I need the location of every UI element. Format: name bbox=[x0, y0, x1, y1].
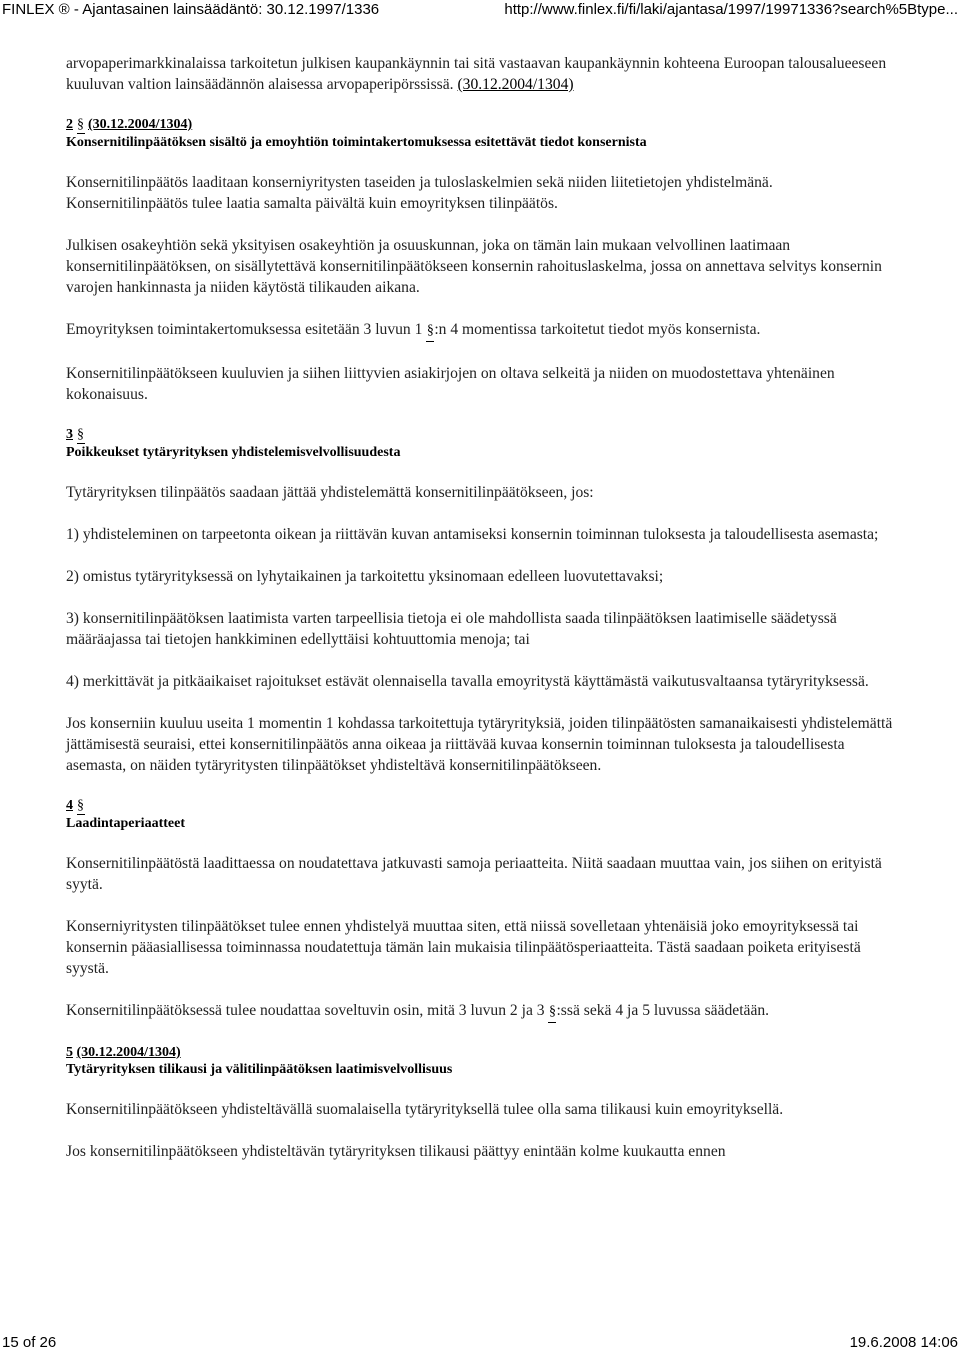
section-2-paragraph-4: Konsernitilinpäätökseen kuuluvien ja siihen liittyvien asiakirjojen on oltava selkeitä ja niiden on muodostettava yhtenäinen kokonaisuus. bbox=[66, 365, 835, 403]
section-4-title: Laadintaperiaatteet bbox=[66, 816, 185, 831]
section-2-heading bbox=[66, 116, 896, 151]
section-5-paragraph-1: Konsernitilinpäätökseen yhdisteltävällä suomalaisella tytäryrityksellä tulee olla sama tilikausi kuin emoyrityksellä. bbox=[66, 1101, 784, 1118]
section-sign-icon bbox=[77, 797, 85, 815]
section-2-paragraph-3-a: Emoyrityksen toimintakertomuksessa esitetään 3 luvun 1 bbox=[66, 321, 427, 338]
section-3-title: Poikkeukset tytäryrityksen yhdistelemisvelvollisuudesta bbox=[66, 445, 401, 460]
section-4-paragraph-2: Konserniyritysten tilinpäätökset tulee ennen yhdistelyä muuttaa siten, että niissä sovelletaan yhtenäisiä joko emoyrityksessä tai konsernin pääasiallisessa toiminnassa noudatettuja tämän lain mukaisia tilinpäätösperiaatteita. Tästä saadaan poiketa erityisestä syystä. bbox=[66, 918, 861, 977]
intro-text: arvopaperimarkkinalaissa tarkoitetun julkisen kaupankäynnin tai sitä vastaavan kaupankäynnin kohteena Euroopan talousalueeseen kuuluvan valtion lainsäädännön alaisessa arvopaperipörssissä. bbox=[66, 55, 887, 93]
browser-print-footer bbox=[0, 1333, 960, 1353]
document-body bbox=[66, 53, 896, 1183]
section-3-item-4: 4) merkittävät ja pitkäaikaiset rajoitukset estävät olennaisella tavalla emoyritystä käyttämästä vaikutusvaltaansa tytäryrityksessä. bbox=[66, 673, 869, 690]
section-5-amendment-link[interactable]: (30.12.2004/1304) bbox=[76, 1045, 181, 1060]
section-sign-icon bbox=[77, 426, 85, 444]
section-5-heading bbox=[66, 1044, 896, 1078]
section-2-paragraph-2: Julkisen osakeyhtiön sekä yksityisen osakeyhtiön ja osuuskunnan, joka on tämän lain mukaan velvollinen laatimaan konsernitilinpäätöksen, on sisällytettävä konsernitilinpäätökseen konsernin rahoituslaskelma, jossa on annettava selvitys konsernin varojen hankinnasta ja niiden käytöstä tilikauden aikana. bbox=[66, 237, 882, 296]
browser-print-header bbox=[0, 0, 960, 20]
section-2-paragraph-3 bbox=[66, 319, 896, 342]
section-3-item-2: 2) omistus tytäryrityksessä on lyhytaikainen ja tarkoitettu yksinomaan edelleen luovutettavaksi; bbox=[66, 568, 664, 585]
section-3-paragraph-1: Tytäryrityksen tilinpäätös saadaan jättää yhdistelemättä konsernitilinpäätökseen, jos: bbox=[66, 484, 594, 501]
section-3-item-1: 1) yhdisteleminen on tarpeetonta oikean ja riittävän kuvan antamiseksi konsernin toiminnan tuloksesta ja taloudellisesta asemasta; bbox=[66, 526, 879, 543]
section-4-paragraph-3 bbox=[66, 1000, 896, 1023]
section-2-amendment-link[interactable]: (30.12.2004/1304) bbox=[88, 117, 193, 132]
section-3-heading bbox=[66, 426, 896, 461]
section-sign-icon bbox=[77, 116, 85, 134]
section-4-paragraph-1: Konsernitilinpäätöstä laadittaessa on noudatettava jatkuvasti samoja periaatteita. Niitä saadaan muuttaa vain, jos siihen on erityistä syytä. bbox=[66, 855, 882, 893]
intro-amendment-link[interactable]: (30.12.2004/1304) bbox=[457, 76, 574, 93]
section-3-number-link[interactable]: 3 bbox=[66, 427, 73, 442]
section-4-paragraph-3-a: Konsernitilinpäätöksessä tulee noudattaa soveltuvin osin, mitä 3 luvun 2 ja 3 bbox=[66, 1002, 549, 1019]
footer-print-date: 19.6.2008 14:06 bbox=[849, 1334, 958, 1351]
section-3-paragraph-2: Jos konserniin kuuluu useita 1 momentin 1 kohdassa tarkoitettuja tytäryrityksiä, joiden tilinpäätösten samanaikaisesti yhdistelemättä jättämisestä seuraisi, ettei konsernitilinpäätös anna oikeaa ja riittävää kuvaa konsernin toiminnan tuloksesta ja taloudellisesta asemasta, on näiden tytäryritysten tilinpäätökset yhdisteltävä konsernitilinpäätökseen. bbox=[66, 715, 893, 774]
section-3-item-3: 3) konsernitilinpäätöksen laatimista varten tarpeellisia tietoja ei ole mahdollista saada tilinpäätöksen laatimiselle säädetyssä määräajassa tai tietojen hankkiminen edellyttäisi kohtuuttomia menoja; tai bbox=[66, 610, 837, 648]
section-5-title: Tytäryrityksen tilikausi ja välitilinpäätöksen laatimisvelvollisuus bbox=[66, 1062, 453, 1077]
section-4-heading bbox=[66, 797, 896, 832]
section-5-paragraph-2: Jos konsernitilinpäätökseen yhdisteltävän tytäryrityksen tilikausi päättyy enintään kolme kuukautta ennen bbox=[66, 1143, 726, 1160]
footer-page-count: 15 of 26 bbox=[2, 1334, 57, 1351]
section-5-number-link[interactable]: 5 bbox=[66, 1045, 73, 1060]
section-4-paragraph-3-b: :ssä sekä 4 ja 5 luvussa säädetään. bbox=[556, 1002, 770, 1019]
section-2-title: Konsernitilinpäätöksen sisältö ja emoyhtiön toimintakertomuksessa esitettävät tiedot konsernista bbox=[66, 135, 647, 150]
header-page-title: FINLEX ® - Ajantasainen lainsäädäntö: 30.12.1997/1336 bbox=[2, 1, 380, 18]
section-4-number-link[interactable]: 4 bbox=[66, 798, 73, 813]
header-url: http://www.finlex.fi/fi/laki/ajantasa/1997/19971336?search%5Btype... bbox=[504, 1, 958, 18]
section-2-paragraph-1: Konsernitilinpäätös laaditaan konserniyritysten taseiden ja tuloslaskelmien sekä niiden liitetietojen yhdistelmänä. Konsernitilinpäätös tulee laatia samalta päivältä kuin emoyrityksen tilinpäätös. bbox=[66, 174, 773, 212]
section-2-number-link[interactable]: 2 bbox=[66, 117, 73, 132]
intro-paragraph bbox=[66, 53, 896, 95]
section-2-paragraph-3-b: :n 4 momentissa tarkoitetut tiedot myös konsernista. bbox=[434, 321, 761, 338]
